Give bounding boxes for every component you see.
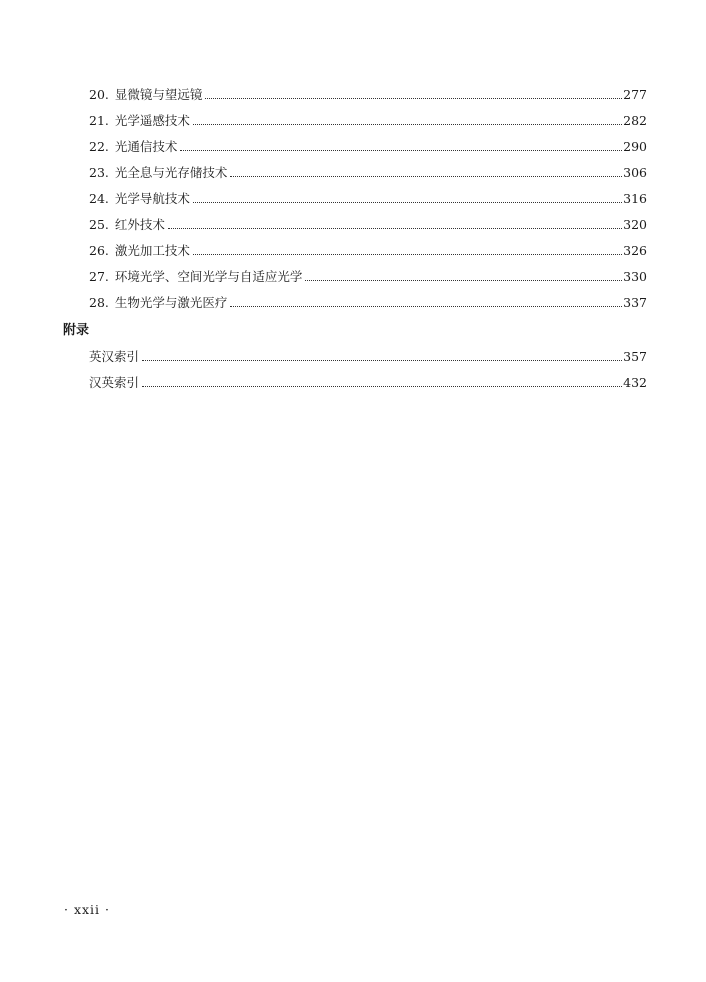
entry-number: 25.: [89, 217, 109, 232]
toc-entry[interactable]: [63, 186, 647, 212]
toc-entry[interactable]: [63, 370, 647, 396]
entry-number: 28.: [89, 295, 109, 310]
toc-entry[interactable]: [63, 238, 647, 264]
entry-page: 306: [623, 165, 647, 180]
entry-title: 环境光学、空间光学与自适应光学: [114, 269, 303, 284]
dot-leader: [193, 124, 622, 125]
entry-title: 红外技术: [114, 217, 165, 232]
dot-leader: [193, 202, 622, 203]
dot-leader: [180, 150, 622, 151]
entry-page: 357: [623, 349, 647, 364]
toc-entry[interactable]: [63, 160, 647, 186]
toc-entry[interactable]: [63, 264, 647, 290]
appendix-heading: 附录: [63, 323, 90, 338]
entry-title: 汉英索引: [89, 375, 140, 390]
entry-title: 光学导航技术: [114, 191, 190, 206]
toc-entry[interactable]: [63, 134, 647, 160]
entry-page: 320: [623, 217, 647, 232]
toc-entry[interactable]: [63, 212, 647, 238]
entry-page: 316: [623, 191, 647, 206]
entry-number: 21.: [89, 113, 109, 128]
entry-page: 432: [623, 375, 647, 390]
entry-title: 光通信技术: [114, 139, 178, 154]
entry-page: 277: [623, 87, 647, 102]
dot-leader: [205, 98, 622, 99]
entry-title: 生物光学与激光医疗: [114, 295, 228, 310]
entry-number: 23.: [89, 165, 109, 180]
toc-entry[interactable]: [63, 108, 647, 134]
entry-number: 27.: [89, 269, 109, 284]
entry-number: 26.: [89, 243, 109, 258]
entry-page: 326: [623, 243, 647, 258]
toc-entry[interactable]: [63, 290, 647, 316]
dot-leader: [168, 228, 622, 229]
entry-title: 光全息与光存储技术: [114, 165, 228, 180]
table-of-contents: [63, 82, 647, 396]
entry-title: 激光加工技术: [114, 243, 190, 258]
entry-page: 330: [623, 269, 647, 284]
dot-leader: [305, 280, 622, 281]
entry-number: 20.: [89, 87, 109, 102]
entry-page: 282: [623, 113, 647, 128]
chapter-list: [63, 82, 647, 316]
entry-title: 显微镜与望远镜: [114, 87, 203, 102]
entry-page: 290: [623, 139, 647, 154]
toc-entry[interactable]: [63, 82, 647, 108]
entry-title: 光学遥感技术: [114, 113, 190, 128]
dot-leader: [142, 360, 622, 361]
entry-number: 22.: [89, 139, 109, 154]
appendix-list: [63, 344, 647, 396]
toc-entry[interactable]: [63, 344, 647, 370]
entry-number: 24.: [89, 191, 109, 206]
entry-page: 337: [623, 295, 647, 310]
entry-title: 英汉索引: [89, 349, 140, 364]
page-number: · xxii ·: [64, 902, 110, 917]
dot-leader: [230, 176, 622, 177]
dot-leader: [193, 254, 622, 255]
dot-leader: [142, 386, 622, 387]
dot-leader: [230, 306, 622, 307]
